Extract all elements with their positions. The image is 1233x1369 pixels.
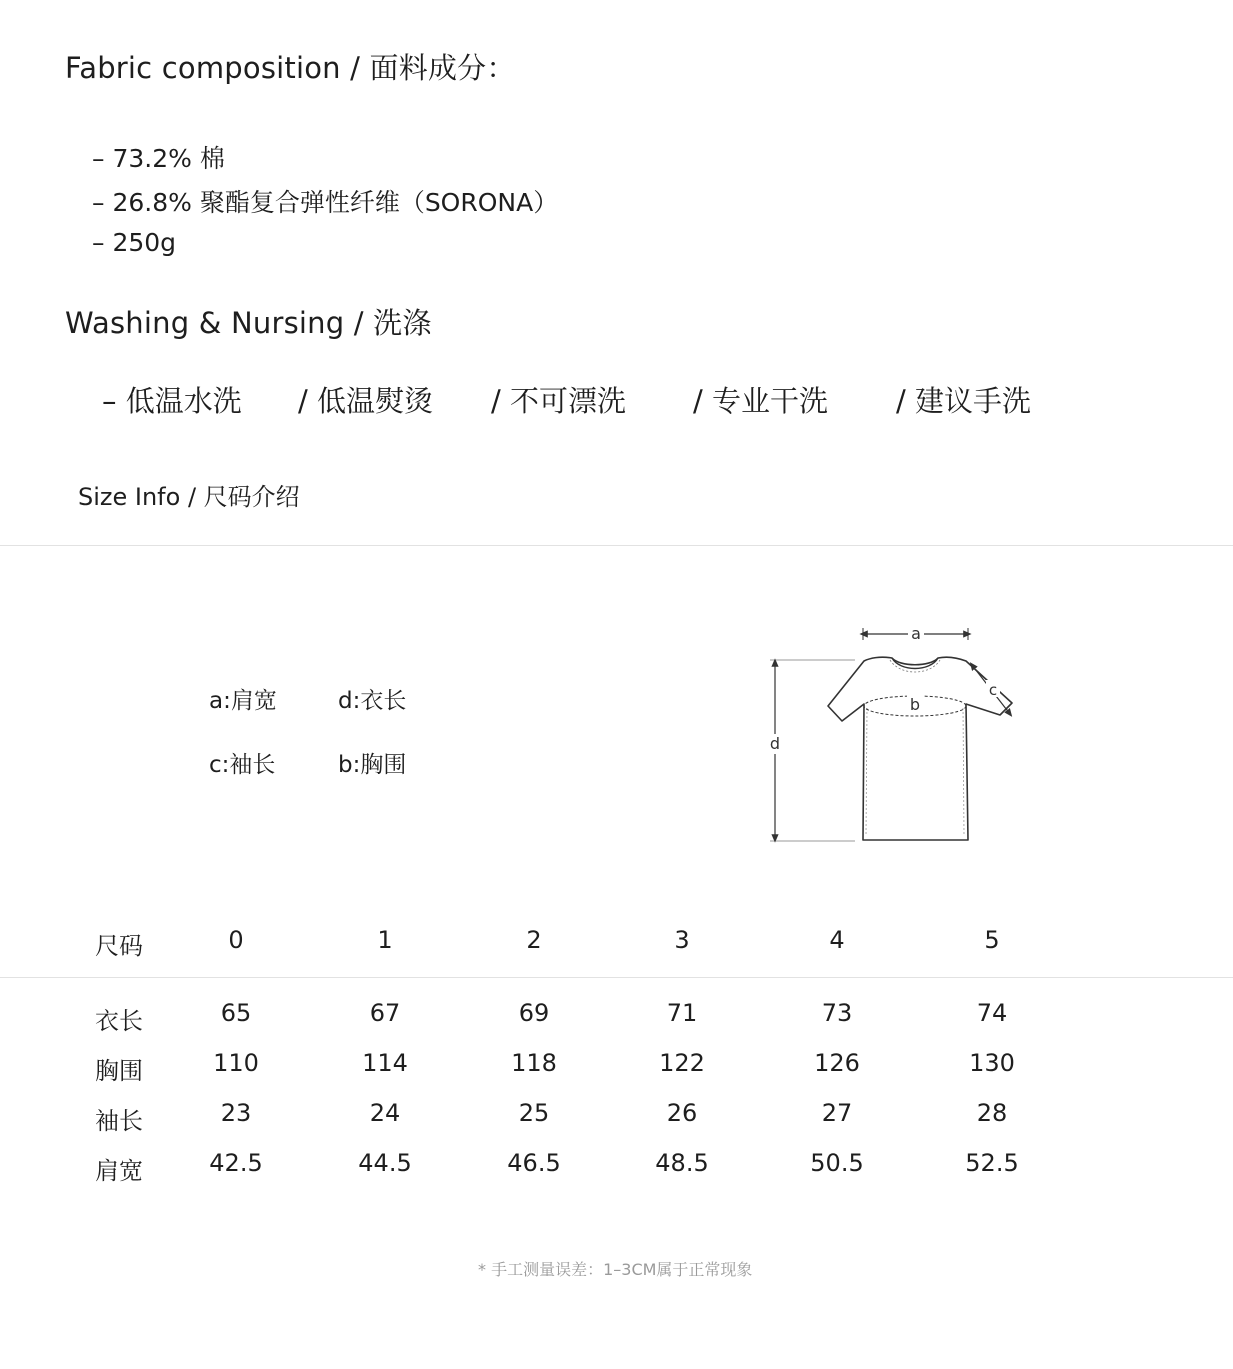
table-cell: 25 (518, 1099, 550, 1127)
table-row-label: 袖长 (95, 1107, 143, 1135)
table-cell: 130 (969, 1049, 1015, 1077)
table-cell: 74 (976, 999, 1008, 1027)
measurement-footnote: * 手工测量误差：1–3CM属于正常现象 (478, 1260, 753, 1279)
diagram-label-c: c (988, 681, 998, 699)
table-cell: 26 (666, 1099, 698, 1127)
table-cell: 52.5 (965, 1149, 1019, 1177)
diagram-label-d: d (769, 734, 781, 753)
table-row-label: 肩宽 (95, 1157, 143, 1185)
table-cell: 50.5 (810, 1149, 864, 1177)
table-cell: 110 (213, 1049, 259, 1077)
table-cell: 69 (518, 999, 550, 1027)
table-cell: 27 (821, 1099, 853, 1127)
legend-b-chest: b:胸围 (338, 752, 407, 778)
section-divider (0, 545, 1233, 546)
fabric-item-cotton: – 73.2% 棉 (92, 144, 225, 173)
table-cell: 23 (220, 1099, 252, 1127)
table-divider (0, 977, 1233, 978)
wash-item-no-bleach: / 不可漂洗 (491, 384, 626, 418)
table-cell: 42.5 (209, 1149, 263, 1177)
table-header-size-1: 1 (377, 926, 393, 954)
table-cell: 122 (659, 1049, 705, 1077)
fabric-item-sorona: – 26.8% 聚酯复合弹性纤维（SORONA） (92, 188, 559, 217)
table-cell: 73 (821, 999, 853, 1027)
table-row-label: 衣长 (95, 1007, 143, 1035)
tshirt-outline (828, 657, 1012, 840)
legend-a-shoulder: a:肩宽 (209, 688, 277, 714)
diagram-label-b: b (909, 695, 921, 714)
table-cell: 44.5 (358, 1149, 412, 1177)
table-header-label: 尺码 (95, 932, 143, 960)
table-cell: 28 (976, 1099, 1008, 1127)
table-row-label: 胸围 (95, 1057, 143, 1085)
table-header-size-5: 5 (984, 926, 1000, 954)
table-cell: 118 (511, 1049, 557, 1077)
fabric-title: Fabric composition / 面料成分： (65, 51, 516, 85)
table-cell: 126 (814, 1049, 860, 1077)
wash-item-low-temp-wash: – 低温水洗 (102, 384, 242, 418)
table-cell: 67 (369, 999, 401, 1027)
table-header-size-3: 3 (674, 926, 690, 954)
wash-item-hand-wash: / 建议手洗 (896, 384, 1031, 418)
fabric-item-weight: – 250g (92, 228, 177, 257)
table-header-size-2: 2 (526, 926, 542, 954)
table-cell: 24 (369, 1099, 401, 1127)
table-cell: 114 (362, 1049, 408, 1077)
washing-title: Washing & Nursing / 洗涤 (65, 306, 432, 340)
wash-item-dry-clean: / 专业干洗 (693, 384, 828, 418)
diagram-label-a: a (911, 624, 921, 643)
table-cell: 71 (666, 999, 698, 1027)
legend-c-sleeve: c:袖长 (209, 752, 276, 778)
wash-item-low-temp-iron: / 低温熨烫 (298, 384, 433, 418)
size-info-title: Size Info / 尺码介绍 (78, 483, 300, 511)
tshirt-diagram (760, 620, 1020, 850)
table-cell: 48.5 (655, 1149, 709, 1177)
table-cell: 46.5 (507, 1149, 561, 1177)
table-cell: 65 (220, 999, 252, 1027)
legend-d-length: d:衣长 (338, 688, 407, 714)
table-header-size-4: 4 (829, 926, 845, 954)
table-header-size-0: 0 (228, 926, 244, 954)
